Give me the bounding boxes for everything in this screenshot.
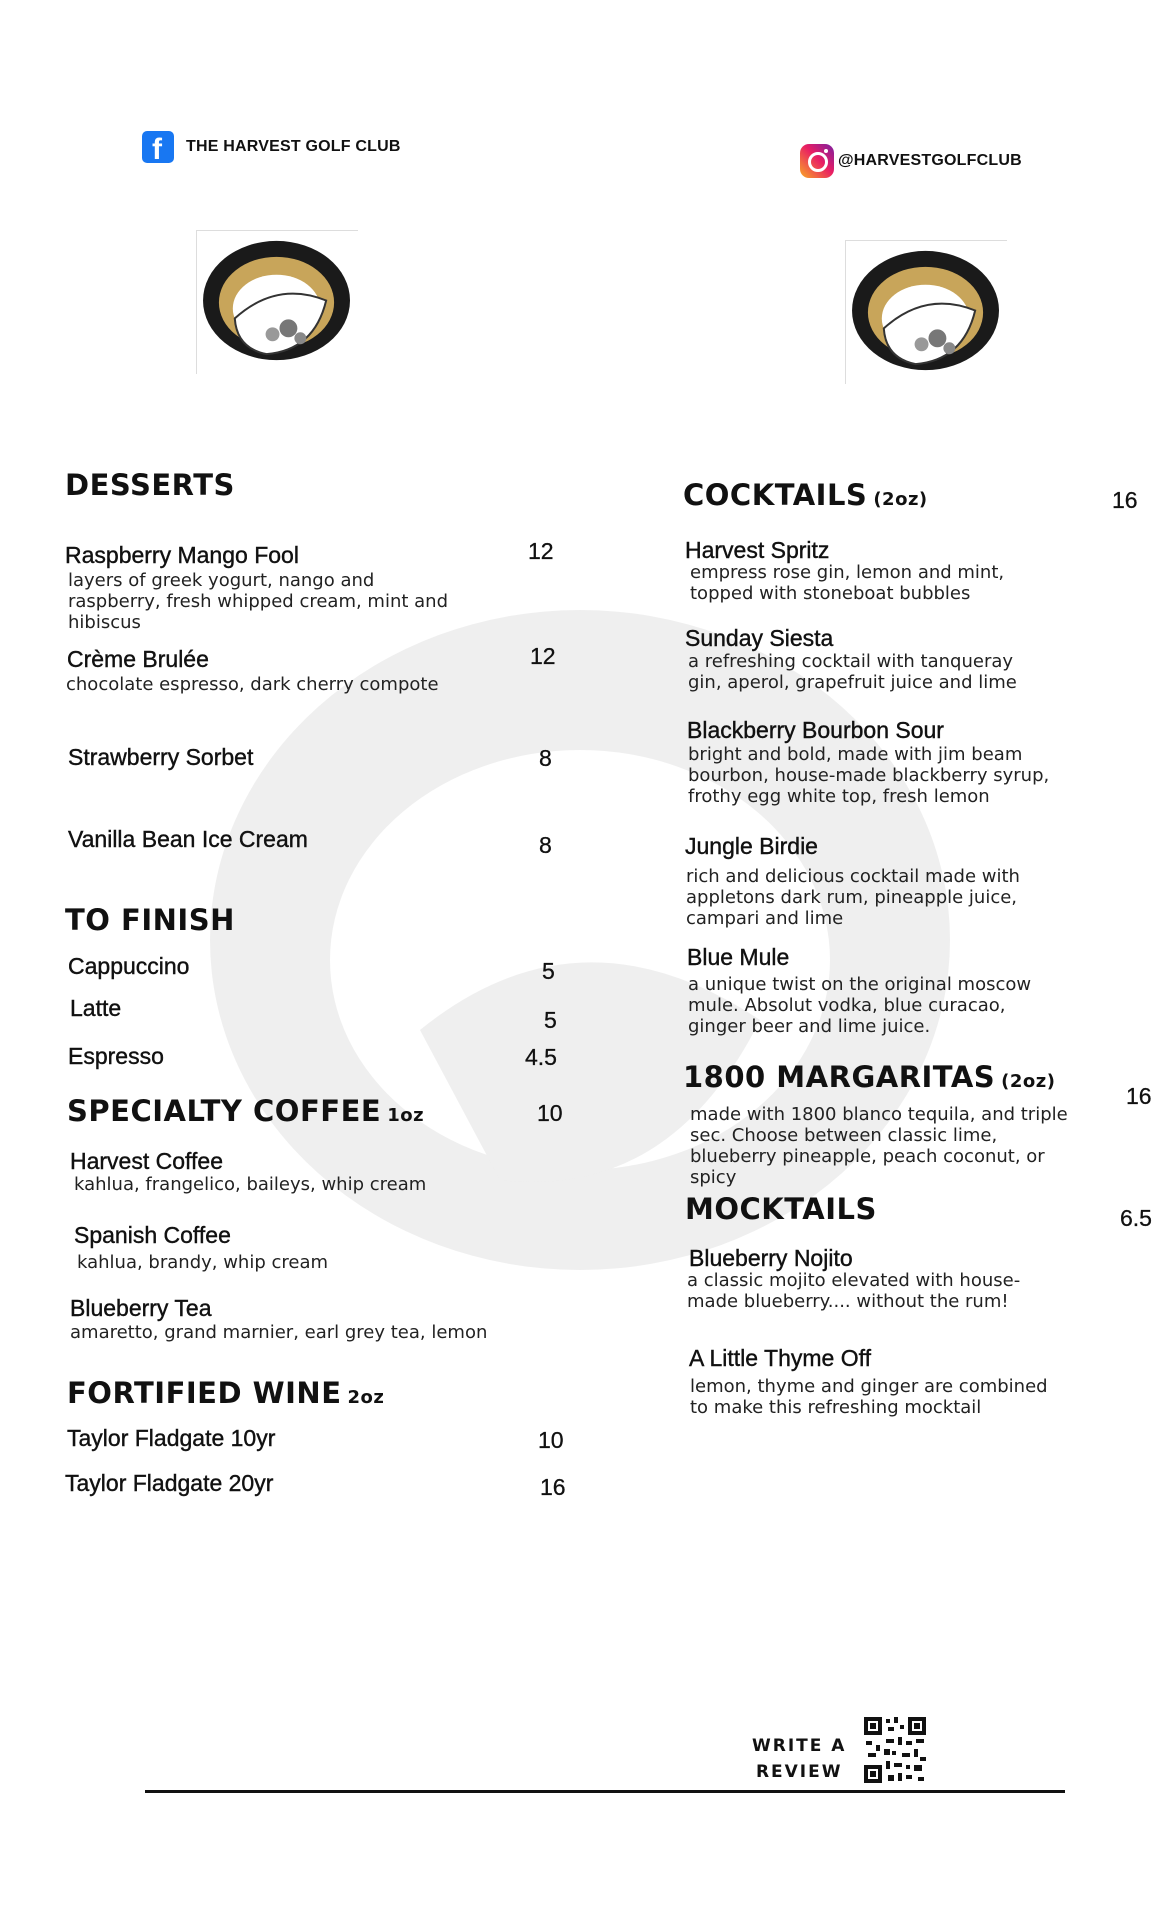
coffee-name: Blueberry Tea — [70, 1295, 212, 1321]
finish-item-name: Cappuccino — [68, 953, 190, 979]
mocktail-name: Blueberry Nojito — [689, 1245, 853, 1271]
coffee-description: kahlua, frangelico, baileys, whip cream — [74, 1174, 427, 1195]
to-finish-heading: TO FINISH — [65, 903, 235, 937]
dessert-price: 12 — [530, 643, 556, 669]
instagram-icon — [800, 144, 834, 178]
mocktail-description: lemon, thyme and ginger are combined to make this refreshing mocktail — [690, 1376, 1048, 1418]
cocktail-description: bright and bold, made with jim beam bourbon, house-made blackberry syrup, frothy egg white top, fresh lemon — [688, 744, 1050, 807]
cocktail-description: a unique twist on the original moscow mule. Absolut vodka, blue curacao, ginger beer and lime juice. — [688, 974, 1032, 1037]
coffee-name: Harvest Coffee — [70, 1148, 223, 1174]
cocktail-name: Jungle Birdie — [685, 833, 818, 859]
specialty-coffee-title: SPECIALTY COFFEE — [67, 1094, 382, 1128]
facebook-icon — [142, 131, 174, 163]
cocktail-description: a refreshing cocktail with tanqueray gin, aperol, grapefruit juice and lime — [688, 651, 1017, 693]
finish-item-price: 4.5 — [525, 1044, 557, 1070]
desserts-heading: DESSERTS — [65, 468, 235, 502]
dessert-description: chocolate espresso, dark cherry compote — [66, 674, 439, 695]
margaritas-heading — [683, 1060, 1056, 1094]
wine-price: 16 — [540, 1474, 566, 1500]
club-logo-right — [845, 240, 1007, 384]
fortified-wine-note: 2oz — [347, 1387, 385, 1408]
margaritas-price: 16 — [1126, 1083, 1152, 1109]
cocktail-description: empress rose gin, lemon and mint, topped with stoneboat bubbles — [690, 562, 1005, 604]
finish-item-name: Espresso — [68, 1043, 164, 1069]
finish-item-price: 5 — [542, 958, 555, 984]
cocktails-note: (2oz) — [873, 489, 928, 510]
cocktails-heading — [683, 478, 928, 512]
write-review-link[interactable] — [752, 1733, 846, 1785]
instagram-link[interactable] — [800, 144, 1022, 178]
wine-name: Taylor Fladgate 20yr — [65, 1470, 274, 1496]
dessert-description: layers of greek yogurt, nango and raspberry, fresh whipped cream, mint and hibiscus — [68, 570, 449, 633]
wine-name: Taylor Fladgate 10yr — [67, 1425, 276, 1451]
dessert-price: 8 — [539, 832, 552, 858]
margaritas-note: (2oz) — [1001, 1071, 1056, 1092]
cocktail-name: Blue Mule — [687, 944, 790, 970]
finish-item-name: Latte — [70, 995, 122, 1021]
margaritas-description: made with 1800 blanco tequila, and triple sec. Choose between classic lime, blueberry pineapple, peach coconut, or spicy — [690, 1104, 1068, 1188]
cocktails-price: 16 — [1112, 487, 1138, 513]
dessert-price: 8 — [539, 745, 552, 771]
dessert-price: 12 — [528, 538, 554, 564]
facebook-label: THE HARVEST GOLF CLUB — [186, 138, 401, 155]
club-logo-left — [196, 230, 358, 374]
cocktails-title: COCKTAILS — [683, 478, 868, 512]
margaritas-title: 1800 MARGARITAS — [683, 1060, 996, 1094]
coffee-name: Spanish Coffee — [74, 1222, 231, 1248]
specialty-coffee-heading — [67, 1094, 424, 1128]
review-line-2: REVIEW — [755, 1762, 843, 1782]
footer-divider — [145, 1790, 1065, 1793]
cocktail-name: Harvest Spritz — [685, 537, 830, 563]
instagram-label: @HARVESTGOLFCLUB — [838, 152, 1022, 169]
coffee-description: amaretto, grand marnier, earl grey tea, lemon — [70, 1322, 488, 1343]
specialty-coffee-note: 1oz — [387, 1105, 425, 1126]
mocktails-price: 6.5 — [1120, 1205, 1152, 1231]
coffee-description: kahlua, brandy, whip cream — [77, 1252, 329, 1273]
dessert-name: Strawberry Sorbet — [68, 744, 254, 770]
specialty-coffee-price: 10 — [537, 1100, 563, 1126]
mocktails-heading: MOCKTAILS — [685, 1192, 877, 1226]
dessert-name: Vanilla Bean Ice Cream — [68, 826, 308, 852]
cocktail-name: Blackberry Bourbon Sour — [687, 717, 944, 743]
dessert-name: Raspberry Mango Fool — [65, 542, 299, 568]
fortified-wine-heading — [67, 1376, 384, 1410]
cocktail-name: Sunday Siesta — [685, 625, 834, 651]
cocktail-description: rich and delicious cocktail made with appletons dark rum, pineapple juice, campari and lime — [686, 866, 1020, 929]
review-line-1: WRITE A — [752, 1736, 847, 1756]
mocktail-name: A Little Thyme Off — [689, 1345, 871, 1371]
wine-price: 10 — [538, 1427, 564, 1453]
finish-item-price: 5 — [544, 1007, 557, 1033]
facebook-link[interactable] — [142, 131, 401, 163]
dessert-name: Crème Brulée — [67, 646, 209, 672]
qr-code-icon[interactable] — [862, 1715, 928, 1785]
mocktail-description: a classic mojito elevated with house-made blueberry.... without the rum! — [687, 1270, 1021, 1312]
fortified-wine-title: FORTIFIED WINE — [67, 1376, 342, 1410]
